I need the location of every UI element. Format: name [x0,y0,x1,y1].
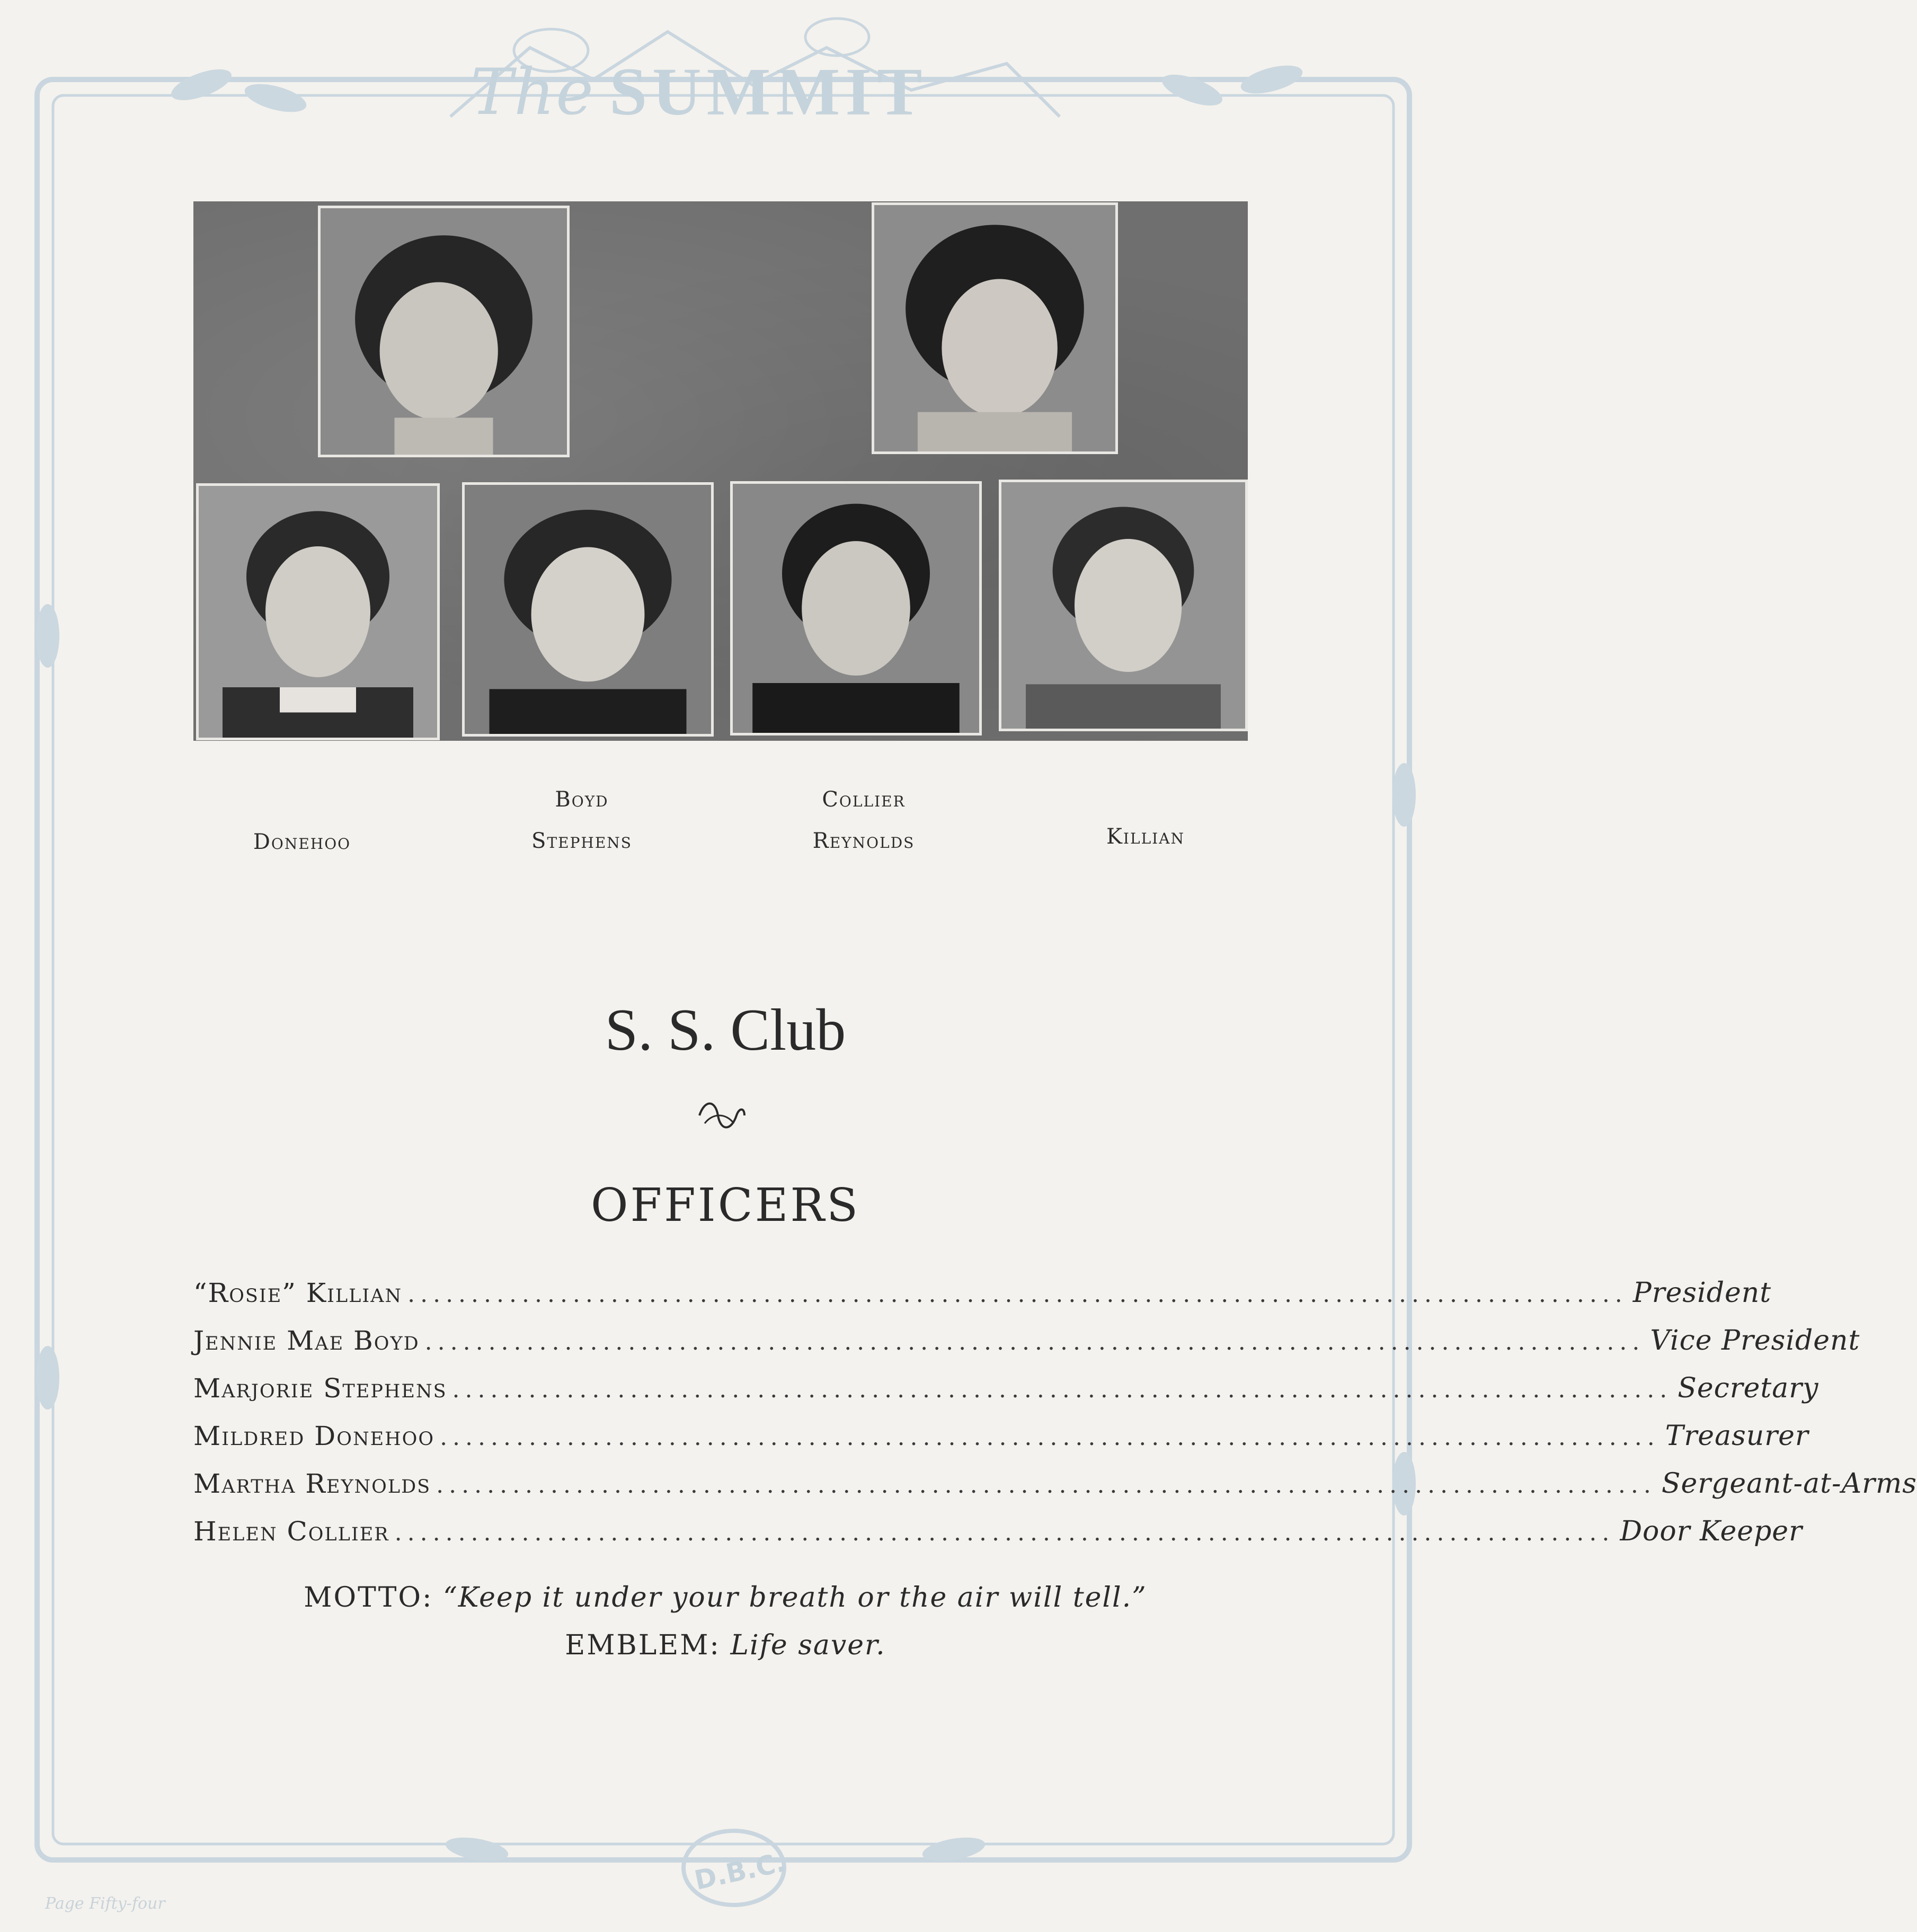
motto-label: MOTTO: [304,1582,433,1614]
flourish-ornament-icon [694,1094,747,1137]
officer-role: President [1632,1277,1772,1309]
officers-heading: OFFICERS [590,1179,860,1232]
emblem-line [0,1629,1451,1661]
emblem-text: Life saver. [730,1629,886,1661]
club-title: S. S. Club [605,997,846,1063]
officer-name: Martha Reynolds [193,1468,431,1499]
leader-dots: ................................................................................................ [407,1281,1628,1308]
officer-name: Helen Collier [193,1516,389,1547]
leader-dots: ................................................................................................ [436,1472,1656,1499]
officer-role: Treasurer [1665,1420,1809,1452]
officer-row [193,1372,1819,1410]
caption-line: Collier [822,787,906,812]
officer-name: Marjorie Stephens [193,1373,447,1404]
officer-name: Jennie Mae Boyd [193,1325,420,1356]
emblem-label: EMBLEM: [565,1629,721,1661]
leader-dots: ................................................................................................ [394,1519,1615,1546]
officer-role: Secretary [1678,1372,1819,1404]
motto-text: “Keep it under your breath or the air will tell.” [443,1582,1147,1614]
officer-role: Sergeant-at-Arms [1661,1468,1917,1500]
portrait-photo [999,480,1248,731]
caption-line: Donehoo [253,830,351,854]
officer-role: Vice President [1650,1325,1860,1357]
masthead-script: The [470,56,595,129]
caption-line: Boyd [555,787,609,812]
photo-caption [1066,816,1225,857]
photo-caption [502,779,661,862]
officer-role: Door Keeper [1620,1516,1803,1547]
portrait-photo [318,206,570,457]
portrait-photo [872,202,1118,454]
portrait-photo [196,483,440,740]
caption-line: Stephens [531,829,632,853]
leader-dots: ................................................................................................ [440,1424,1660,1451]
caption-line: Reynolds [812,829,915,853]
leader-dots: ................................................................................................ [452,1376,1673,1403]
school-seal: D.B.C. [691,1847,788,1896]
page-number: Page Fifty-four [45,1894,165,1913]
officer-name: Mildred Donehoo [193,1421,435,1451]
leader-dots: ................................................................................................ [424,1328,1645,1355]
officer-row [193,1420,1809,1457]
photo-caption [784,779,943,862]
officer-name: “Rosie” Killian [193,1278,403,1308]
officer-row [193,1325,1860,1362]
caption-line: Killian [1106,825,1185,849]
portrait-photo [730,481,982,735]
portrait-photo [462,482,714,737]
officer-row [193,1516,1803,1553]
photo-caption [223,821,381,863]
officer-row [193,1468,1917,1505]
motto-line [0,1582,1451,1614]
masthead-title: SUMMIT [609,54,928,129]
officer-row [193,1277,1772,1314]
